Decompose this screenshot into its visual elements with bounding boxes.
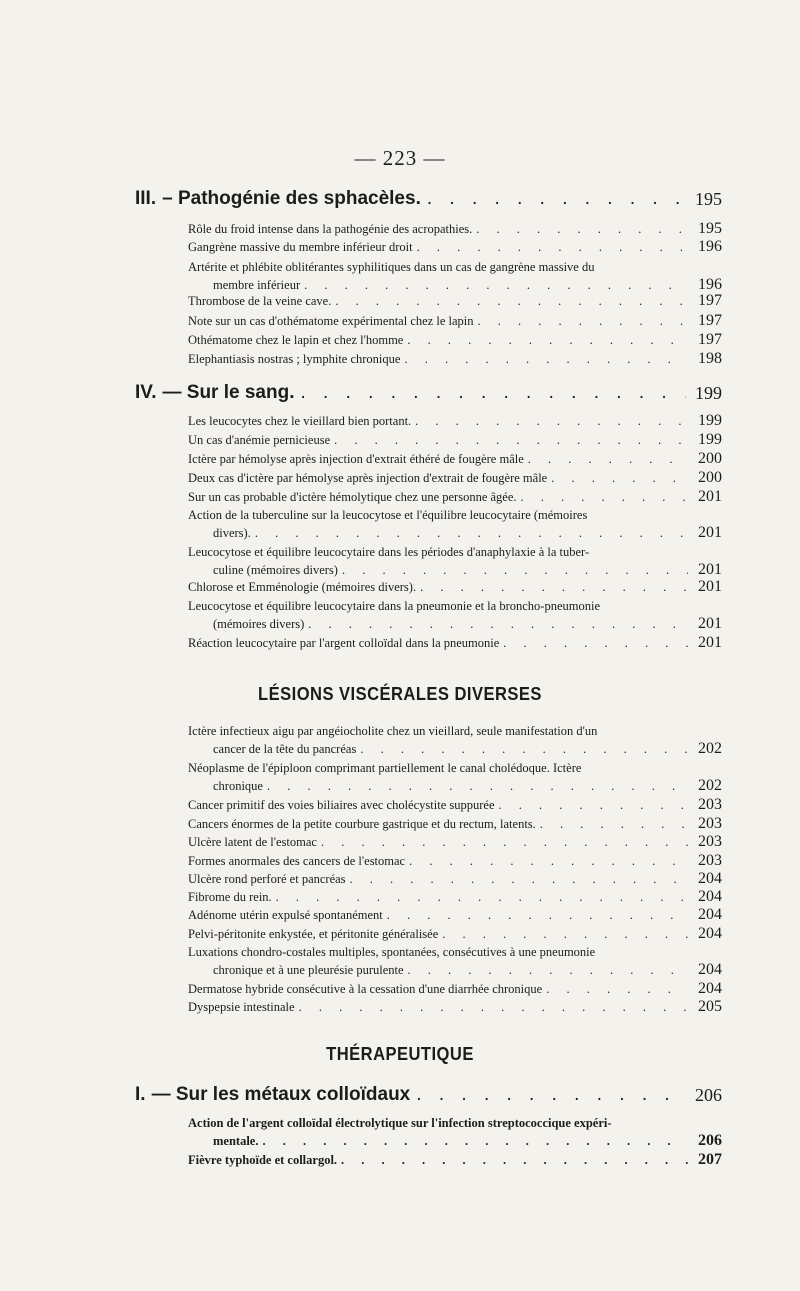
toc-entry <box>188 815 722 833</box>
page-ref: 201 <box>698 634 722 651</box>
entry-text-cont: divers). <box>213 526 251 540</box>
leader-dots <box>408 961 688 979</box>
entry-text: Ulcère rond perforé et pancréas <box>188 872 346 886</box>
page-ref: 204 <box>698 906 722 923</box>
page-ref: 201 <box>698 524 722 541</box>
toc-entry <box>188 943 722 979</box>
toc-entry <box>188 998 722 1016</box>
entry-text: Action de la tuberculine sur la leucocytose et l'équilibre leucocytaire (mémoires <box>188 508 588 522</box>
toc-entry <box>188 796 722 814</box>
entry-text: Un cas d'anémie pernicieuse <box>188 433 331 447</box>
entry-text: Artérite et phlébite oblitérantes syphilitiques dans un cas de gangrène massive du <box>188 260 595 274</box>
toc-entry <box>188 888 722 906</box>
entry-text: Luxations chondro-costales multiples, spontanées, consécutives à une pneumonie <box>188 945 596 959</box>
entry-text-cont: chronique <box>213 779 263 793</box>
entry-text-cont: mentale. <box>213 1134 259 1148</box>
entry-text: Cancer primitif des voies biliaires avec cholécystite suppurée <box>188 798 495 812</box>
section-heading-i <box>135 1082 722 1106</box>
page-ref: 201 <box>698 615 722 632</box>
leader-dots <box>308 615 688 633</box>
page-ref: 206 <box>695 1085 722 1105</box>
leader-dots <box>409 852 688 870</box>
page-ref: 202 <box>698 740 722 757</box>
page-ref: 203 <box>698 815 722 832</box>
leader-dots <box>300 382 686 404</box>
page-ref: 197 <box>698 292 722 309</box>
page-ref: 201 <box>698 488 722 505</box>
entry-text-cont: culine (mémoires divers) <box>213 563 338 577</box>
page-ref: 207 <box>698 1151 722 1168</box>
entry-text: Réaction leucocytaire par l'argent colloïdal dans la pneumonie <box>188 636 500 650</box>
toc-entry <box>188 488 722 506</box>
entry-text: Gangrène massive du membre inférieur droit <box>188 240 413 254</box>
toc-entry <box>188 980 722 998</box>
toc-entry <box>188 431 722 449</box>
page-ref: 196 <box>698 238 722 255</box>
entry-text: Ulcère latent de l'estomac <box>188 835 317 849</box>
leader-dots <box>416 1084 686 1106</box>
entry-text: Othématome chez le lapin et chez l'homme <box>188 333 404 347</box>
leader-dots <box>540 815 688 833</box>
page-ref: 199 <box>695 383 722 403</box>
entry-text-cont: chronique et à une pleurésie purulente <box>213 963 404 977</box>
toc-entry <box>188 331 722 349</box>
leader-dots <box>299 998 688 1016</box>
entry-text: Ictère par hémolyse après injection d'extrait éthéré de fougère mâle <box>188 452 524 466</box>
page-ref: 203 <box>698 796 722 813</box>
section-title: — Sur le sang. <box>162 382 295 403</box>
entry-text: Sur un cas probable d'ictère hémolytique chez une personne âgée. <box>188 490 517 504</box>
section-heading-iii <box>135 186 722 210</box>
entry-text: Pelvi-péritonite enkystée, et péritonite généralisée <box>188 927 439 941</box>
toc-entry <box>188 220 722 238</box>
entry-text: Deux cas d'ictère par hémolyse après injection d'extrait de fougère mâle <box>188 471 548 485</box>
leader-dots <box>420 578 688 596</box>
toc-entry <box>188 506 722 542</box>
entry-text: Chlorose et Emménologie (mémoires divers). <box>188 580 417 594</box>
entry-text: Dyspepsie intestinale <box>188 1000 295 1014</box>
page-ref: 196 <box>698 276 722 293</box>
entry-text: Leucocytose et équilibre leucocytaire dans les périodes d'anaphylaxie à la tuber- <box>188 545 590 559</box>
page-ref: 204 <box>698 888 722 905</box>
entry-text: Les leucocytes chez le vieillard bien portant. <box>188 414 412 428</box>
leader-dots <box>255 524 688 542</box>
leader-dots <box>350 870 688 888</box>
page-ref: 205 <box>698 998 722 1015</box>
leader-dots <box>262 1132 688 1150</box>
entry-text: Leucocytose et équilibre leucocytaire dans la pneumonie et la broncho-pneumonie <box>188 599 600 613</box>
page-ref: 195 <box>698 220 722 237</box>
toc-entry <box>188 450 722 468</box>
leader-dots <box>546 980 688 998</box>
toc-entry <box>188 469 722 487</box>
toc-entry <box>188 292 722 310</box>
page-ref: 204 <box>698 870 722 887</box>
entry-text: Fibrome du rein. <box>188 890 272 904</box>
toc-entry <box>188 1151 722 1169</box>
entry-text-cont: (mémoires divers) <box>213 617 305 631</box>
leader-dots <box>407 331 688 349</box>
page-ref: 197 <box>698 331 722 348</box>
page-ref: 197 <box>698 312 722 329</box>
toc-entry <box>188 925 722 943</box>
entry-text: Dermatose hybride consécutive à la cessation d'une diarrhée chronique <box>188 982 543 996</box>
entry-text: Elephantiasis nostras ; lymphite chronique <box>188 352 401 366</box>
page-ref: 204 <box>698 925 722 942</box>
leader-dots <box>276 888 688 906</box>
leader-dots <box>387 906 688 924</box>
page-ref: 203 <box>698 833 722 850</box>
section-title: – Pathogénie des sphacèles. <box>162 188 421 209</box>
leader-dots <box>499 796 689 814</box>
toc-entry <box>188 258 722 294</box>
entry-text: Cancers énormes de la petite courbure gastrique et du rectum, latents. <box>188 817 536 831</box>
leader-dots <box>427 188 686 210</box>
toc-entry <box>188 597 722 633</box>
toc-entry <box>188 870 722 888</box>
leader-dots <box>477 312 688 330</box>
toc-entry <box>188 312 722 330</box>
entry-text: Rôle du froid intense dans la pathogénie des acropathies. <box>188 222 473 236</box>
page-ref: 198 <box>698 350 722 367</box>
chapter-title-therapeutique: THÉRAPEUTIQUE <box>326 1044 474 1064</box>
toc-entry <box>188 759 722 795</box>
page-ref: 200 <box>698 450 722 467</box>
page-ref: 204 <box>698 961 722 978</box>
page-ref: 203 <box>698 852 722 869</box>
section-number: I. <box>135 1084 146 1105</box>
leader-dots <box>334 431 688 449</box>
toc-entry <box>188 1114 722 1150</box>
leader-dots <box>341 1151 688 1169</box>
leader-dots <box>360 740 688 758</box>
leader-dots <box>342 561 688 579</box>
page-ref: 195 <box>695 189 722 209</box>
leader-dots <box>321 833 688 851</box>
section-heading-iv <box>135 380 722 404</box>
entry-text: Néoplasme de l'épiploon comprimant partiellement le canal cholédoque. Ictère <box>188 761 582 775</box>
toc-entry <box>188 578 722 596</box>
entry-text-cont: cancer de la tête du pancréas <box>213 742 357 756</box>
entry-text: Note sur un cas d'othématome expérimental chez le lapin <box>188 314 474 328</box>
toc-entry <box>188 412 722 430</box>
leader-dots <box>551 469 688 487</box>
entry-text-cont: membre inférieur <box>213 278 301 292</box>
section-number: IV. <box>135 382 157 403</box>
entry-text: Action de l'argent colloïdal électrolytique sur l'infection streptococcique expéri- <box>188 1116 612 1130</box>
page-ref: 201 <box>698 561 722 578</box>
page-number: — 223 — <box>354 146 446 170</box>
toc-entry <box>188 833 722 851</box>
leader-dots <box>442 925 688 943</box>
section-number: III. <box>135 188 157 209</box>
leader-dots <box>415 412 688 430</box>
leader-dots <box>417 238 688 256</box>
leader-dots <box>404 350 688 368</box>
page-ref: 201 <box>698 578 722 595</box>
toc-entry <box>188 238 722 256</box>
entry-text: Thrombose de la veine cave. <box>188 294 332 308</box>
toc-entry <box>188 543 722 579</box>
chapter-title-lesions: LÉSIONS VISCÉRALES DIVERSES <box>258 684 542 704</box>
toc-entry <box>188 906 722 924</box>
leader-dots <box>521 488 688 506</box>
entry-text: Formes anormales des cancers de l'estomac <box>188 854 406 868</box>
page-ref: 200 <box>698 469 722 486</box>
toc-entry <box>188 852 722 870</box>
entry-text: Fièvre typhoïde et collargol. <box>188 1153 338 1167</box>
page-ref: 199 <box>698 412 722 429</box>
section-title: — Sur les métaux colloïdaux <box>151 1084 411 1105</box>
leader-dots <box>503 634 688 652</box>
leader-dots <box>476 220 688 238</box>
leader-dots <box>335 292 688 310</box>
page-ref: 204 <box>698 980 722 997</box>
toc-entry <box>188 722 722 758</box>
leader-dots <box>267 777 688 795</box>
toc-entry <box>188 350 722 368</box>
leader-dots <box>528 450 688 468</box>
entry-text: Adénome utérin expulsé spontanément <box>188 908 383 922</box>
entry-text: Ictère infectieux aigu par angéiocholite chez un vieillard, seule manifestation d'un <box>188 724 598 738</box>
page-ref: 202 <box>698 777 722 794</box>
toc-entry <box>188 634 722 652</box>
page-ref: 199 <box>698 431 722 448</box>
page-ref: 206 <box>698 1132 722 1149</box>
